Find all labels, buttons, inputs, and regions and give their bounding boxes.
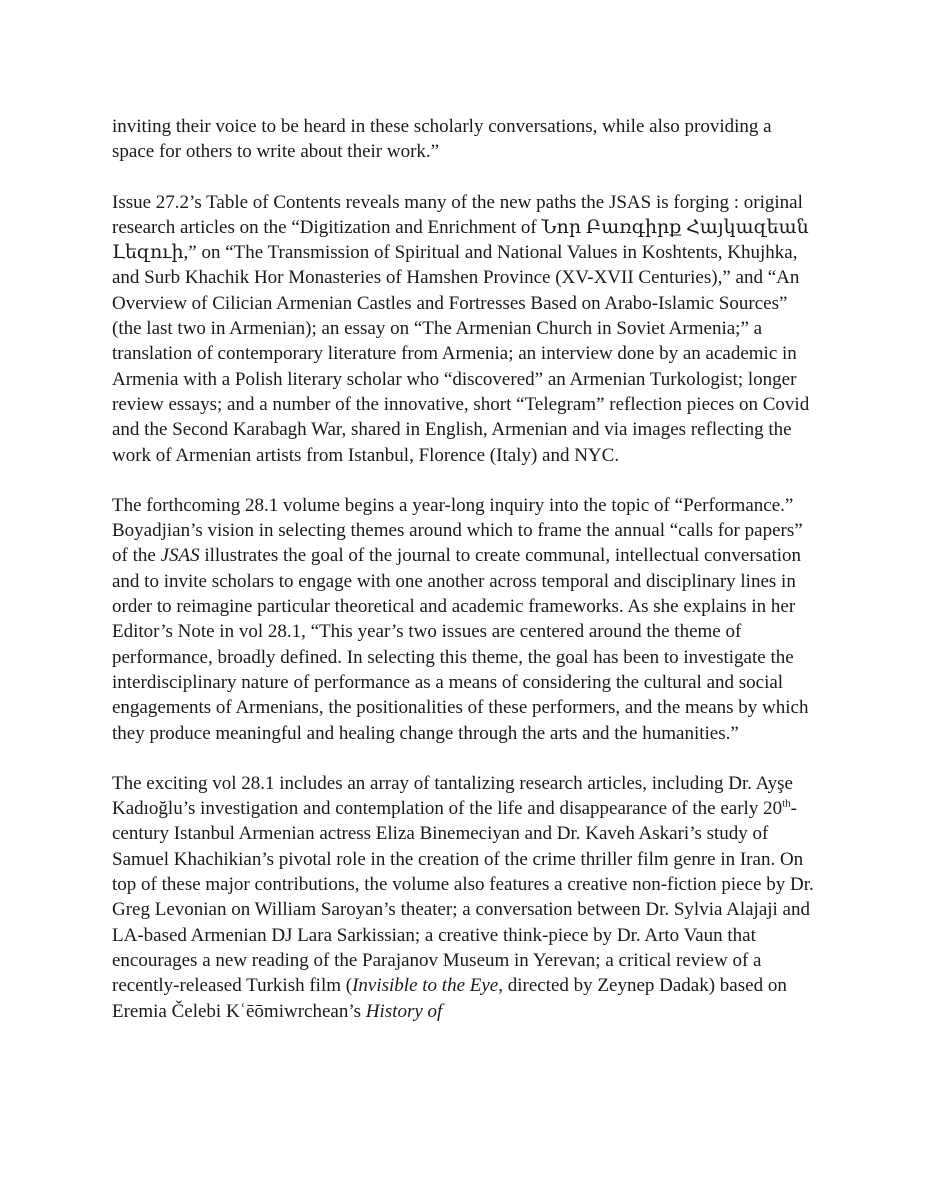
paragraph-2 — [112, 190, 817, 468]
paragraph-1 — [112, 114, 817, 165]
text-run: The forthcoming 28.1 volume begins a year-long inquiry into the topic of “Performance.” Boyadjian’s vision in selecting themes around which to frame the annual “calls for papers” of the — [112, 494, 803, 567]
text-run: The exciting vol 28.1 includes an array of tantalizing research articles, including Dr. Ayşe Kadıoğlu’s investigation and contemplation of the life and disappearance of the early 20 — [112, 772, 793, 820]
text-run: History of — [365, 1000, 443, 1022]
text-run: -century Istanbul Armenian actress Eliza Binemeciyan and Dr. Kaveh Askari’s study of Samuel Khachikian’s pivotal role in the creation of the crime thriller film genre in Iran. On top of these major contributions, the volume also features a creative non-fiction piece by Dr. Greg Levonian on William Saroyan’s theater; a conversation between Dr. Sylvia Alajaji and LA-based Armenian DJ Lara Sarkissian; a creative think-piece by Dr. Arto Vaun that encourages a new reading of the Parajanov Museum in Yerevan; a critical review of a recently-released Turkish film ( — [112, 798, 814, 997]
text-run: JSAS — [160, 545, 200, 567]
text-run: Invisible to the Eye — [352, 975, 499, 997]
text-run: th — [782, 797, 791, 810]
text-run: , directed by Zeynep Dadak) based on Eremia Čelebi Kʿēōmiwrchean’s — [112, 975, 787, 1022]
paragraph-4 — [112, 771, 817, 1024]
text-run: inviting their voice to be heard in these scholarly conversations, while also providing a space for others to write about their work.” — [112, 116, 772, 163]
text-run: illustrates the goal of the journal to create communal, intellectual conversation and to invite scholars to engage with one another across temporal and disciplinary lines in order to reimagine particular theoretical and academic frameworks. As she explains in her Editor’s Note in vol 28.1, “This year’s two issues are centered around the theme of performance, broadly defined. In selecting this theme, the goal has been to investigate the interdisciplinary nature of performance as a means of considering the cultural and social engagements of Armenians, the positionalities of these performers, and the means by which they produce meaningful and healing change through the arts and the humanities.” — [112, 545, 809, 744]
paragraph-3 — [112, 493, 817, 746]
text-run: Issue 27.2’s Table of Contents reveals many of the new paths the JSAS is forging : original research articles on the “Digitization and Enrichment of Նոր Բառգիրք Հայկազեան Լեզուի,” on “The Transmission of Spiritual and National Values in Koshtents, Khujhka, and Surb Khachik Hor Monasteries of Hamshen Province (XV-XVII Centuries),” and “An Overview of Cilician Armenian Castles and Fortresses Based on Arabo-Islamic Sources” (the last two in Armenian); an essay on “The Armenian Church in Soviet Armenia;” a translation of contemporary literature from Armenia; an interview done by an academic in Armenia with a Polish literary scholar who “discovered” an Armenian Turkologist; longer review essays; and a number of the innovative, short “Telegram” reflection pieces on Covid and the Second Karabagh War, shared in English, Armenian and via images reflecting the work of Armenian artists from Istanbul, Florence (Italy) and NYC. — [112, 191, 810, 466]
